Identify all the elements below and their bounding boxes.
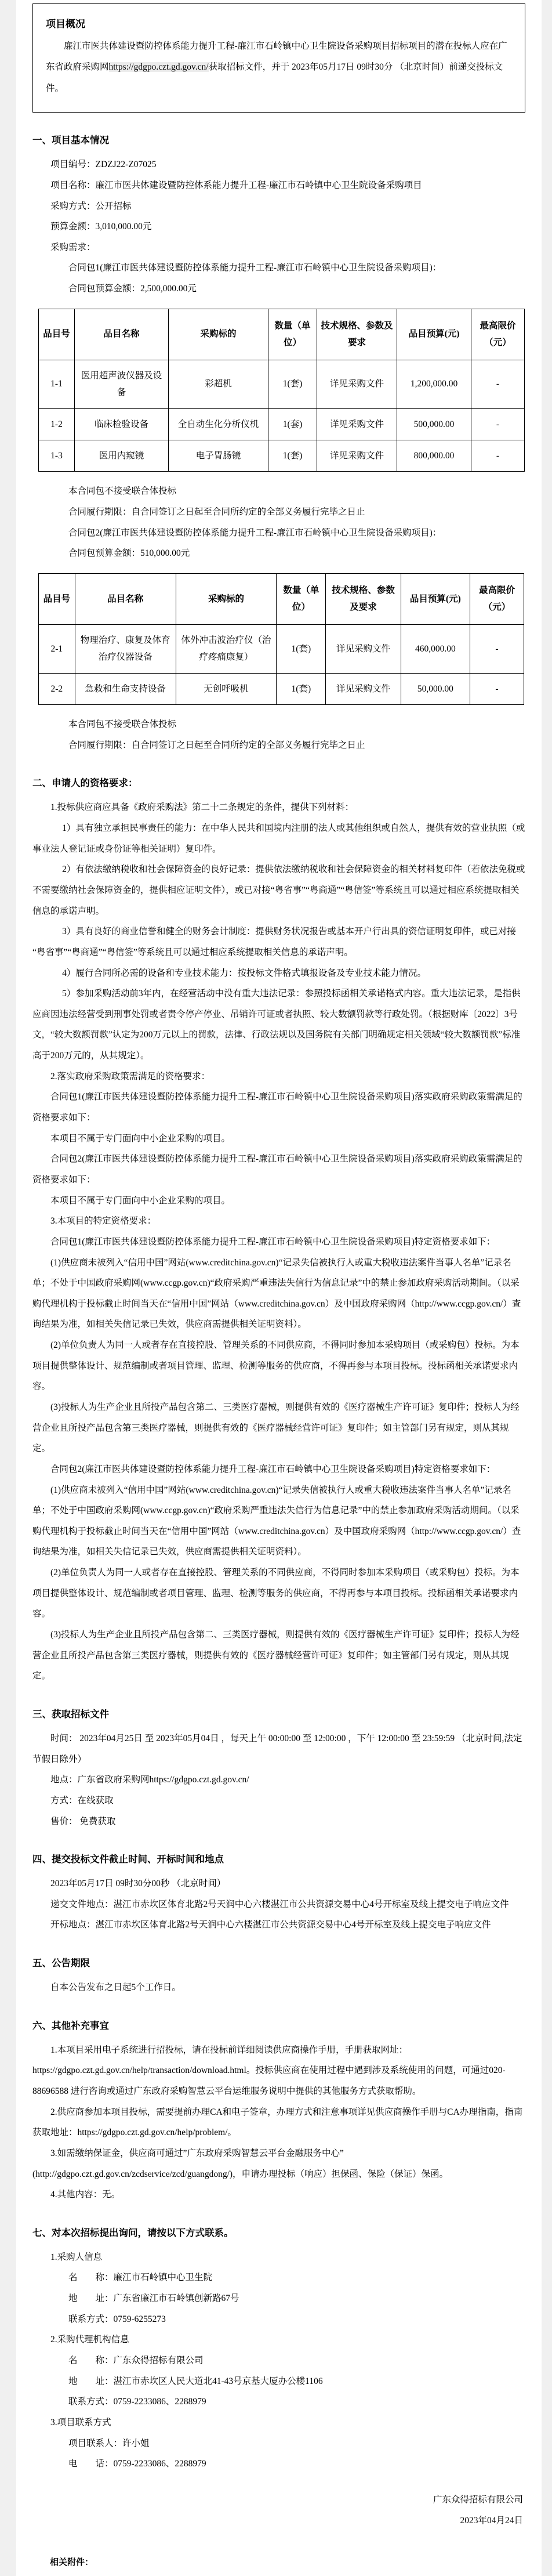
project-name-line: 项目名称：廉江市医共体建设暨防控体系能力提升工程-廉江市石岭镇中心卫生院设备采购项目: [50, 180, 422, 190]
cell-item-name: 急救和生命支持设备: [75, 673, 176, 704]
section-6-heading: 六、其他补充事宜: [32, 2020, 109, 2031]
items-table-1: [38, 309, 525, 472]
cell-item-name: 物理治疗、康复及体育治疗仪器设备: [75, 624, 176, 673]
cell-item-name: 医用内窥镜: [75, 440, 169, 471]
signature-company: 广东众得招标有限公司: [433, 2494, 523, 2505]
qualification-para-17: 合同包2(廉江市医共体建设暨防控体系能力提升工程-廉江市石岭镇中心卫生院设备采购项目)特定资格要求如下：: [50, 1464, 496, 1474]
qualification-para-1: 1.投标供应商应具备《政府采购法》第二十二条规定的条件，提供下列材料：: [50, 802, 354, 813]
cell-quantity: 1(套): [268, 408, 317, 440]
agency-address-line: 地 址：湛江市赤坎区人民大道北41-43号京基大厦办公楼1106: [68, 2376, 323, 2386]
qualification-para-16: (3)投标人为生产企业且所投产品包含第二、三类医疗器械，则提供有效的《医疗器械生产许可证》复印件；投标人为经营企业且所投产品包含第三类医疗器械，则提供有效的《医疗器械经营许可证》复印件；如主管部门另有规定，则从其规定。: [32, 1402, 520, 1454]
buyer-address-line: 地 址：广东省廉江市石岭镇创新路67号: [68, 2293, 239, 2304]
th-item-no: 品目号: [39, 573, 75, 624]
section-4-heading: 四、提交投标文件截止时间、开标时间和地点: [32, 1854, 224, 1865]
obtain-time-line: 时间： 2023年04月25日 至 2023年05月04日 ，每天上午 00:00:00 至 12:00:00 ，下午 12:00:00 至 23:59:59 （北京时间,法定节假日除外）: [32, 1733, 522, 1764]
contract-duration-1: 合同履行期限：自合同签订之日起至合同所约定的全部义务履行完毕之日止: [68, 507, 365, 518]
supplement-para-2: 2.供应商参加本项目投标，需要提前办理CA和电子签章，办理方式和注意事项详见供应商操作手册与CA办理指南，指南获取地址：https://gdgpo.czt.gd.gov.cn/help/problem/。: [32, 2107, 523, 2138]
qualification-para-14: (1)供应商未被列入“信用中国”网站(www.creditchina.gov.cn)“记录失信被执行人或重大税收违法案件当事人名单”记录名单；不处于中国政府采购网(www.ccgp.gov.cn)“政府采购严重违法失信行为信息记录”中的禁止参加政府采购活动期间。（以采购代理机构于投标截止时间当天在“信用中国”网站（www.creditchina.gov.cn）及中国政府采购网（http://www.ccgp.gov.cn/）查询结果为准，如相关失信记录已失效，供应商需提供相关证明资料）。: [32, 1257, 521, 1330]
cell-budget: 50,000.00: [401, 673, 470, 704]
overview-title: 项目概况: [46, 19, 85, 30]
qualification-para-8: 合同包1(廉江市医共体建设暨防控体系能力提升工程-廉江市石岭镇中心卫生院设备采购项目)落实政府采购政策需满足的资格要求如下：: [32, 1092, 522, 1123]
section-3-heading: 三、获取招标文件: [32, 1708, 109, 1720]
cell-quantity: 1(套): [277, 673, 326, 704]
cell-max-price: -: [470, 624, 524, 673]
bid-deadline-line: 2023年05月17日 09时30分00秒 （北京时间）: [50, 1879, 226, 1889]
cell-spec: 详见采购文件: [317, 440, 397, 471]
project-contact-label: 3.项目联系方式: [50, 2417, 111, 2427]
overview-intro-suffix: 获取招标文件，并于 2023年05月17日 09时30分 （北京时间）前递交投标文件。: [46, 62, 503, 93]
qualification-para-4: 3）具有良好的商业信誉和健全的财务会计制度：提供财务状况报告或基本开户行出具的资信证明复印件，或已对接“粤省事”“粤商通”“粤信签”等系统且可以通过相应系统提取相关信息的承诺声明。: [32, 927, 516, 957]
buyer-info-label: 1.采购人信息: [50, 2252, 103, 2262]
th-spec: 技术规格、参数及要求: [326, 573, 401, 624]
qualification-para-6: 5）参加采购活动前3年内，在经营活动中没有重大违法记录：参照投标函相关承诺格式内容。重大违法记录，是指供应商因违法经营受到刑事处罚或者责令停产停业、吊销许可证或者执照、较大数额罚款等行政处罚。（根据财库〔2022〕3号文，“较大数额罚款”认定为200万元以上的罚款，法律、行政法规以及国务院有关部门明确规定相关领域“较大数额罚款”标准高于200万元的，从其规定）。: [32, 989, 521, 1061]
table-1-row-3: [39, 440, 525, 471]
procurement-method-line: 采购方式：公开招标: [50, 201, 132, 211]
agency-info-label: 2.采购代理机构信息: [50, 2335, 129, 2345]
attachments-label: 相关附件：: [50, 2558, 94, 2568]
cell-item-no: 2-1: [39, 624, 75, 673]
buyer-contact-line: 联系方式：0759-6255273: [68, 2314, 166, 2324]
cell-max-price: -: [471, 360, 525, 408]
cell-spec: 详见采购文件: [326, 673, 401, 704]
qualification-para-13: 合同包1(廉江市医共体建设暨防控体系能力提升工程-廉江市石岭镇中心卫生院设备采购项目)特定资格要求如下：: [50, 1236, 496, 1247]
th-item-no: 品目号: [39, 309, 75, 360]
cell-subject: 无创呼吸机: [176, 673, 277, 704]
cell-budget: 500,000.00: [397, 408, 471, 440]
open-place-line: 开标地点：湛江市赤坎区体育北路2号天润中心六楼湛江市公共资源交易中心4号开标室及线上提交电子响应文件: [50, 1920, 491, 1930]
th-subject: 采购标的: [176, 573, 277, 624]
supplement-para-3: 3.如需缴纳保证金，供应商可通过”广东政府采购智慧云平台金融服务中心”(http://gdgpo.czt.gd.gov.cn/zcdservice/zcd/guangdong/)，申请办理投标（响应）担保函、保险（保证）保函。: [32, 2148, 449, 2179]
table-1-header-row: [39, 309, 525, 360]
qualification-para-18: (1)供应商未被列入“信用中国”网站(www.creditchina.gov.cn)“记录失信被执行人或重大税收违法案件当事人名单”记录名单；不处于中国政府采购网(www.ccgp.gov.cn)“政府采购严重违法失信行为信息记录”中的禁止参加政府采购活动期间。（以采购代理机构于投标截止时间当天在“信用中国”网站（www.creditchina.gov.cn）及中国政府采购网（http://www.ccgp.gov.cn/）查询结果为准，如相关失信记录已失效，供应商需提供相关证明资料）。: [32, 1485, 521, 1557]
qualification-para-5: 4）履行合同所必需的设备和专业技术能力：按投标文件格式填报设备及专业技术能力情况。: [62, 968, 426, 978]
th-budget: 品目预算(元): [397, 309, 471, 360]
cell-max-price: -: [470, 673, 524, 704]
th-budget: 品目预算(元): [401, 573, 470, 624]
announcement-period-line: 自本公告发布之日起5个工作日。: [50, 1982, 181, 1993]
budget-amount-line: 预算金额：3,010,000.00元: [50, 222, 152, 232]
cell-item-no: 1-3: [39, 440, 75, 471]
table-2-row-1: [39, 624, 524, 673]
qualification-para-19: (2)单位负责人为同一人或者存在直接控股、管理关系的不同供应商，不得同时参加本采购项目（或采购包）投标。为本项目提供整体设计、规范编制或者项目管理、监理、检测等服务的供应商，不得再参与本项目投标。投标函相关承诺要求内容。: [32, 1568, 520, 1619]
package-2-title: 合同包2(廉江市医共体建设暨防控体系能力提升工程-廉江市石岭镇中心卫生院设备采购项目)：: [68, 527, 442, 538]
cell-item-no: 1-2: [39, 408, 75, 440]
table-2-row-2: [39, 673, 524, 704]
table-2-header-row: [39, 573, 524, 624]
project-number-line: 项目编号：ZDZJ22-Z07025: [50, 160, 157, 170]
buyer-name-line: 名 称：廉江市石岭镇中心卫生院: [68, 2273, 213, 2283]
items-table-2: [38, 573, 524, 705]
qualification-para-10: 合同包2(廉江市医共体建设暨防控体系能力提升工程-廉江市石岭镇中心卫生院设备采购项目)落实政府采购政策需满足的资格要求如下：: [32, 1154, 522, 1185]
table-1-row-2: [39, 408, 525, 440]
section-1-heading: 一、项目基本情况: [32, 135, 109, 146]
qualification-para-9: 本项目不属于专门面向中小企业采购的项目。: [50, 1133, 231, 1144]
cell-budget: 800,000.00: [397, 440, 471, 471]
agency-contact-line: 联系方式：0759-2233086、2288979: [68, 2397, 206, 2407]
contract-duration-2: 合同履行期限：自合同签订之日起至合同所约定的全部义务履行完毕之日止: [68, 740, 365, 750]
cell-max-price: -: [471, 440, 525, 471]
qualification-para-7: 2.落实政府采购政策需满足的资格要求：: [50, 1071, 210, 1081]
overview-intro: [46, 36, 512, 99]
overview-box: [32, 3, 525, 113]
qualification-para-11: 本项目不属于专门面向中小企业采购的项目。: [50, 1195, 231, 1206]
project-contact-person-line: 项目联系人：许小姐: [68, 2438, 150, 2448]
package-2-budget: 合同包预算金额：510,000.00元: [68, 548, 190, 559]
th-spec: 技术规格、参数及要求: [317, 309, 397, 360]
qualification-para-3: 2）有依法缴纳税收和社会保障资金的良好记录：提供依法缴纳税收和社会保障资金的相关材料复印件（若依法免税或不需要缴纳社会保障资金的，提供相应证明文件），或已对接“粤省事”“粤商通”“粤信签”等系统且可以通过相应系统提取相关信息的承诺声明。: [32, 864, 525, 916]
section-7-heading: 七、对本次招标提出询问，请按以下方式联系。: [32, 2227, 234, 2238]
cell-max-price: -: [471, 408, 525, 440]
cell-quantity: 1(套): [268, 360, 317, 408]
cell-spec: 详见采购文件: [317, 408, 397, 440]
procurement-site-url: https://gdgpo.czt.gd.gov.cn/: [108, 62, 209, 73]
no-consortium-note-2: 本合同包不接受联合体投标: [68, 719, 177, 730]
table-1-row-1: [39, 360, 525, 408]
cell-budget: 460,000.00: [401, 624, 470, 673]
supplement-para-1: 1.本项目采用电子系统进行招投标，请在投标前详细阅读供应商操作手册，手册获取网址：https://gdgpo.czt.gd.gov.cn/help/transaction/download.html。投标供应商在使用过程中遇到涉及系统使用的问题，可通过020-88696588 进行咨询或通过广东政府采购智慧云平台运维服务说明中提供的其他服务方式获取帮助。: [32, 2045, 506, 2096]
overview-intro-prefix: 廉江市医共体建设暨防控体系能力提升工程-廉江市石岭镇中心卫生院设备采购项目招标项目的潜在投标人应在广东省政府采购网: [46, 41, 507, 73]
tender-announcement-page: [16, 0, 542, 2576]
package-1-budget: 合同包预算金额：2,500,000.00元: [68, 284, 197, 294]
no-consortium-note-1: 本合同包不接受联合体投标: [68, 486, 177, 497]
cell-subject: 彩超机: [169, 360, 268, 408]
obtain-price-line: 售价： 免费获取: [50, 1816, 116, 1826]
cell-item-no: 1-1: [39, 360, 75, 408]
demand-label: 采购需求：: [50, 242, 96, 252]
th-max-price: 最高限价（元）: [470, 573, 524, 624]
cell-quantity: 1(套): [268, 440, 317, 471]
project-phone-line: 电 话：0759-2233086、2288979: [68, 2459, 206, 2469]
agency-name-line: 名 称：广东众得招标有限公司: [68, 2356, 204, 2366]
signature-block: [32, 2490, 523, 2531]
cell-item-name: 临床检验设备: [75, 408, 169, 440]
obtain-method-line: 方式：在线获取: [50, 1795, 114, 1806]
section-2-heading: 二、申请人的资格要求：: [32, 777, 138, 789]
section-5-heading: 五、公告期限: [32, 1958, 90, 1969]
th-item-name: 品目名称: [75, 309, 169, 360]
signature-date: 2023年04月24日: [460, 2515, 523, 2526]
cell-budget: 1,200,000.00: [397, 360, 471, 408]
cell-spec: 详见采购文件: [317, 360, 397, 408]
qualification-para-20: (3)投标人为生产企业且所投产品包含第二、三类医疗器械，则提供有效的《医疗器械生产许可证》复印件；投标人为经营企业且所投产品包含第三类医疗器械，则提供有效的《医疗器械经营许可证》复印件；如主管部门另有规定，则从其规定。: [32, 1630, 520, 1681]
cell-item-no: 2-2: [39, 673, 75, 704]
th-item-name: 品目名称: [75, 573, 176, 624]
package-1-title: 合同包1(廉江市医共体建设暨防控体系能力提升工程-廉江市石岭镇中心卫生院设备采购项目)：: [68, 263, 442, 273]
cell-subject: 电子胃肠镜: [169, 440, 268, 471]
qualification-para-2: 1）具有独立承担民事责任的能力：在中华人民共和国境内注册的法人或其他组织或自然人，提供有效的营业执照（或事业法人登记证或身份证等相关证明）复印件。: [32, 823, 525, 854]
th-quantity: 数量（单位）: [268, 309, 317, 360]
cell-subject: 体外冲击波治疗仪（治疗疼痛康复）: [176, 624, 277, 673]
th-subject: 采购标的: [169, 309, 268, 360]
th-max-price: 最高限价（元）: [471, 309, 525, 360]
cell-spec: 详见采购文件: [326, 624, 401, 673]
qualification-para-12: 3.本项目的特定资格要求：: [50, 1216, 157, 1227]
qualification-para-15: (2)单位负责人为同一人或者存在直接控股、管理关系的不同供应商，不得同时参加本采购项目（或采购包）投标。为本项目提供整体设计、规范编制或者项目管理、监理、检测等服务的供应商，不得再参与本项目投标。投标函相关承诺要求内容。: [32, 1340, 520, 1392]
cell-quantity: 1(套): [277, 624, 326, 673]
supplement-para-4: 4.其他内容：无。: [50, 2190, 121, 2200]
th-quantity: 数量（单位）: [277, 573, 326, 624]
cell-subject: 全自动生化分析仪机: [169, 408, 268, 440]
cell-item-name: 医用超声波仪器及设备: [75, 360, 169, 408]
submit-place-line: 递交文件地点：湛江市赤坎区体育北路2号天润中心六楼湛江市公共资源交易中心4号开标室及线上提交电子响应文件: [50, 1899, 509, 1909]
obtain-place-line: 地点：广东省政府采购网https://gdgpo.czt.gd.gov.cn/: [50, 1775, 249, 1785]
